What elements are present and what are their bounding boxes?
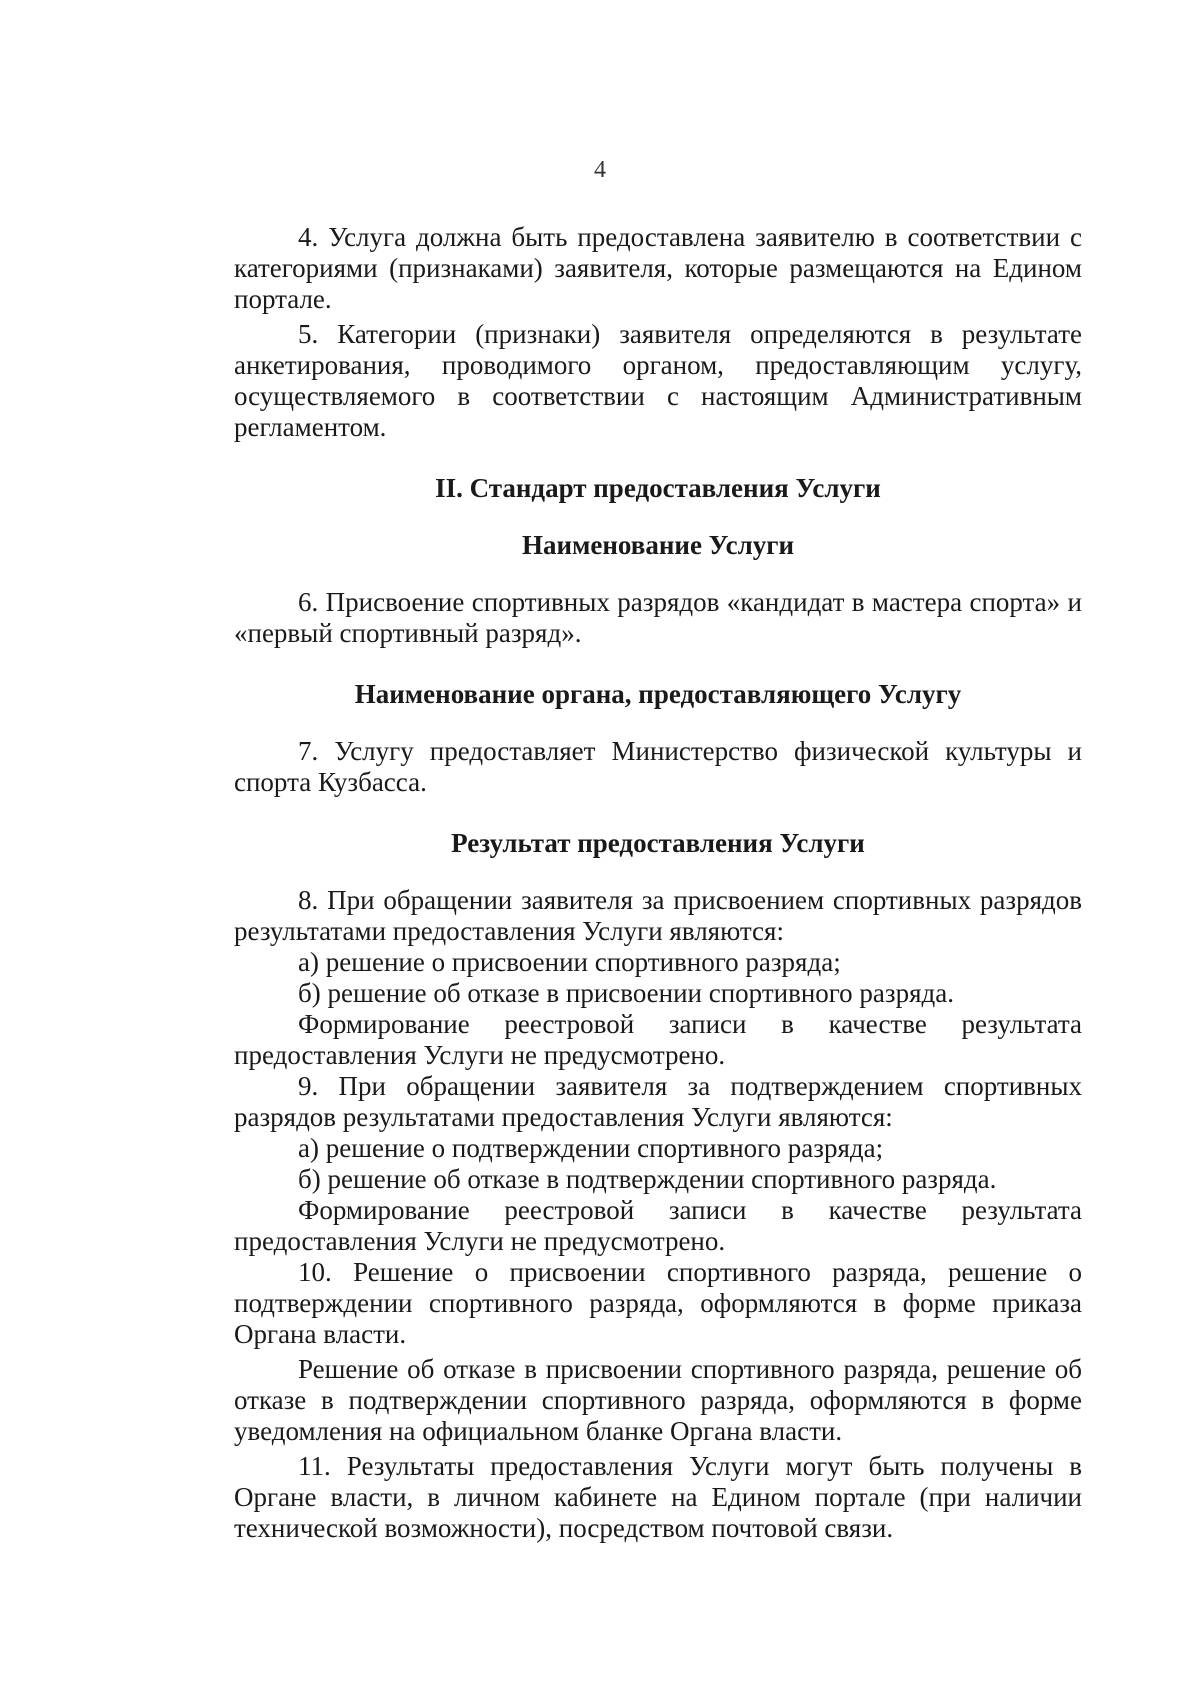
list-item-9b: б) решение об отказе в подтверждении спортивного разряда. xyxy=(298,1164,997,1194)
section-heading-standard: II. Стандарт предоставления Услуги xyxy=(435,473,881,503)
list-item-8a: а) решение о присвоении спортивного разряда; xyxy=(298,947,841,977)
paragraph-11: 11. Результаты предоставления Услуги могут быть получены в Органе власти, в личном кабинете на Едином портале (при наличии технической возможности), посредством почтовой связи. xyxy=(234,1451,1082,1543)
paragraph-8: 8. При обращении заявителя за присвоением спортивных разрядов результатами предоставления Услуги являются: xyxy=(234,885,1082,946)
paragraph-6: 6. Присвоение спортивных разрядов «кандидат в мастера спорта» и «первый спортивный разряд». xyxy=(234,587,1082,648)
document-body xyxy=(234,222,1082,1544)
subheading-service-name: Наименование Услуги xyxy=(521,530,795,560)
paragraph-10: 10. Решение о присвоении спортивного разряда, решение о подтверждении спортивного разряда, оформляются в форме приказа Органа власти. xyxy=(234,1257,1082,1349)
paragraph-7: 7. Услугу предоставляет Министерство физической культуры и спорта Кузбасса. xyxy=(234,736,1082,797)
subheading-authority-name: Наименование органа, предоставляющего Услугу xyxy=(354,679,962,709)
paragraph-10-refusal: Решение об отказе в присвоении спортивного разряда, решение об отказе в подтверждении спортивного разряда, оформляются в форме уведомления на официальном бланке Органа власти. xyxy=(234,1354,1082,1446)
paragraph-5: 5. Категории (признаки) заявителя определяются в результате анкетирования, проводимого органом, предоставляющим услугу, осуществляемого в соответствии с настоящим Административным регламентом. xyxy=(234,319,1082,442)
list-item-9a: а) решение о подтверждении спортивного разряда; xyxy=(298,1133,884,1163)
paragraph-8-registry-note: Формирование реестровой записи в качестве результата предоставления Услуги не предусмотрено. xyxy=(234,1009,1082,1070)
list-item-8b: б) решение об отказе в присвоении спортивного разряда. xyxy=(298,978,954,1008)
paragraph-9-registry-note: Формирование реестровой записи в качестве результата предоставления Услуги не предусмотрено. xyxy=(234,1195,1082,1256)
paragraph-4: 4. Услуга должна быть предоставлена заявителю в соответствии с категориями (признаками) заявителя, которые размещаются на Едином портале. xyxy=(234,222,1082,314)
subheading-service-result: Результат предоставления Услуги xyxy=(451,828,865,858)
paragraph-9: 9. При обращении заявителя за подтверждением спортивных разрядов результатами предоставления Услуги являются: xyxy=(234,1071,1082,1132)
page-number: 4 xyxy=(594,157,606,183)
